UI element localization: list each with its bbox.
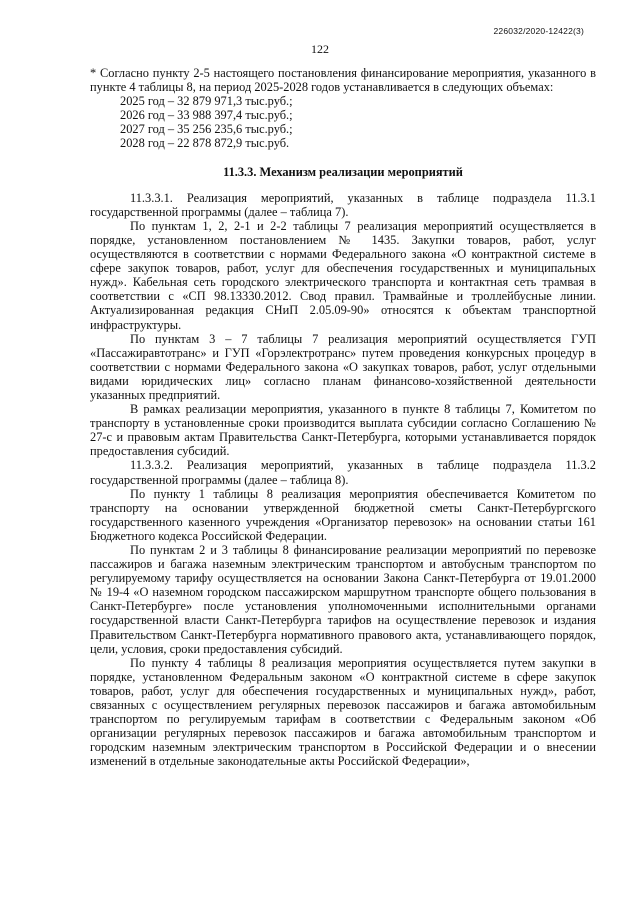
year-amount-2025: 2025 год – 32 879 971,3 тыс.руб.;	[120, 94, 293, 109]
year-amount-2027: 2027 год – 35 256 235,6 тыс.руб.;	[120, 122, 293, 137]
paragraph: По пунктам 3 – 7 таблицы 7 реализация мероприятий осуществляется ГУП «Пассажиравтотранс» и ГУП «Горэлектротранс» путем проведения конкурсных процедур в соответствии с нормами Федерального закона «О закупках товаров, работ, услуг отдельными видами юридических лиц» согласно планам финансово-хозяйственной деятельности указанных предприятий.	[90, 331, 596, 402]
footnote-paragraph: * Согласно пункту 2-5 настоящего постановления финансирование мероприятия, указанного в пункте 4 таблицы 8, на период 2025-2028 годов устанавливается в следующих объемах:	[90, 66, 596, 95]
paragraph: По пункту 1 таблицы 8 реализация мероприятия обеспечивается Комитетом по транспорту на основании утвержденной бюджетной сметы Санкт-Петербургского государственного казенного учреждения «Организатор перевозок» на основании статьи 161 Бюджетного кодекса Российской Федерации.	[90, 486, 596, 543]
paragraph: По пунктам 1, 2, 2-1 и 2-2 таблицы 7 реализация мероприятий осуществляется в порядке, установленном постановлением № 1435. Закупки товаров, работ, услуг осуществляются в соответствии с нормами Федерального закона «О контрактной системе в сфере закупок товаров, работ, услуг для обеспечения государственных и муниципальных нужд». Кабельная сеть городского электрического транспорта и контактная сеть трамвая в соответствии с «СП 98.13330.2012. Свод правил. Трамвайные и троллейбусные линии. Актуализированная редакция СНиП 2.05.09-90» относятся к объектам транспортной инфраструктуры.	[90, 218, 596, 332]
paragraph: 11.3.3.2. Реализация мероприятий, указанных в таблице подраздела 11.3.2 государственной программы (далее – таблица 8).	[90, 458, 596, 487]
paragraph: По пунктам 2 и 3 таблицы 8 финансирование реализации мероприятий по перевозке пассажиров и багажа наземным электрическим транспортом и автобусным транспортом по регулируемому тарифу осуществляется на основании Закона Санкт-Петербурга от 19.01.2000 № 19-4 «О наземном городском пассажирском маршрутном транспорте общего пользования в Санкт-Петербурге» после установления уполномоченными исполнительными органами государственной власти Санкт-Петербурга тарифов на осуществление перевозок и издания Правительством Санкт-Петербурга нормативного правового акта, устанавливающего порядок, цели, условия, сроки предоставления субсидий.	[90, 543, 596, 656]
year-amount-2026: 2026 год – 33 988 397,4 тыс.руб.;	[120, 108, 293, 123]
document-body	[90, 66, 596, 769]
paragraph: По пункту 4 таблицы 8 реализация мероприятия осуществляется путем закупки в порядке, установленном Федеральным законом «О контрактной системе в сфере закупок товаров, работ, услуг для обеспечения государственных и муниципальных нужд», работ, связанных с осуществлением регулярных перевозок пассажиров и багажа автомобильным транспортом по регулируемым тарифам в соответствии с Федеральным законом «Об организации регулярных перевозок пассажиров и багажа автомобильным транспортом и городским наземным электрическим транспортом в Российской Федерации и о внесении изменений в отдельные законодательные акты Российской Федерации»,	[90, 655, 596, 769]
paragraph: 11.3.3.1. Реализация мероприятий, указанных в таблице подраздела 11.3.1 государственной программы (далее – таблица 7).	[90, 190, 596, 219]
document-id: 226032/2020-12422(3)	[493, 26, 584, 36]
page-number: 122	[311, 42, 329, 56]
section-heading: 11.3.3. Механизм реализации мероприятий	[223, 164, 463, 179]
year-amount-2028: 2028 год – 22 878 872,9 тыс.руб.	[120, 136, 290, 151]
paragraph: В рамках реализации мероприятия, указанного в пункте 8 таблицы 7, Комитетом по транспорту в установленные сроки производится выплата субсидии согласно Соглашению № 27-с и правовым актам Правительства Санкт-Петербурга, которыми устанавливается порядок предоставления субсидий.	[90, 402, 596, 459]
